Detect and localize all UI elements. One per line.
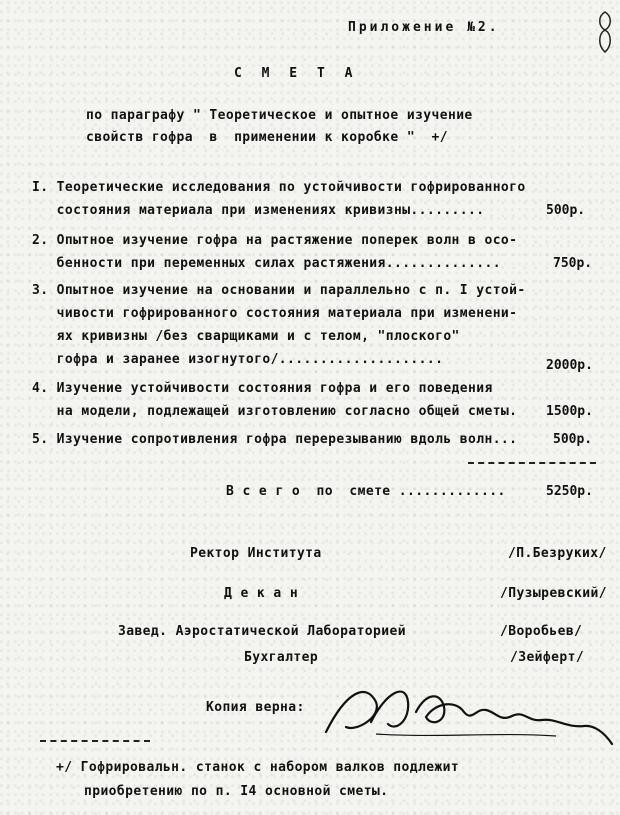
appendix-label: Приложение №2.	[348, 20, 500, 35]
item-1-amount: 500р.	[546, 203, 586, 218]
subtitle-line-2: свойств гофра в применении к коробке " +/	[86, 130, 448, 145]
signatory-4-name: /Зейферт/	[510, 650, 585, 665]
item-3-amount: 2000р.	[546, 358, 593, 373]
signatory-2-name: /Пузыревский/	[500, 586, 607, 601]
item-5-line-1: 5. Изучение сопротивления гофра перерезыванию вдоль волн...	[32, 432, 518, 447]
item-3-line-3: ях кривизны /без сварщиками и с телом, "плоского"	[32, 329, 460, 344]
signatory-3-role: Завед. Аэростатической Лабораторией	[118, 624, 406, 639]
page-title: С М Е Т А	[234, 66, 359, 81]
signatory-1-role: Ректор Института	[190, 546, 322, 561]
item-4-amount: 1500р.	[546, 404, 593, 419]
item-4-line-2: на модели, подлежащей изготовлению согласно общей сметы.	[32, 404, 518, 419]
footnote-line-1: +/ Гофрировальн. станок с набором валков подлежит	[56, 760, 460, 775]
total-amount: 5250р.	[546, 484, 593, 499]
item-4-line-1: 4. Изучение устойчивости состояния гофра и его поведения	[32, 381, 493, 396]
signatory-4-role: Бухгалтер	[244, 650, 319, 665]
signatory-1-name: /П.Безруких/	[508, 546, 607, 561]
item-3-line-4: гофра и заранее изогнутого/....................	[32, 352, 444, 367]
item-3-line-2: чивости гофрированного состояния материала при изменени-	[32, 306, 518, 321]
total-label: В с е г о по смете .............	[226, 484, 506, 499]
subtitle-line-1: по параграфу " Теоретическое и опытное изучение	[86, 108, 473, 123]
copy-certified-label: Копия верна:	[206, 700, 305, 715]
item-3-line-1: 3. Опытное изучение на основании и параллельно с п. I устой-	[32, 283, 526, 298]
item-2-amount: 750р.	[553, 256, 593, 271]
signatory-3-name: /Воробьев/	[500, 624, 583, 639]
signatory-2-role: Д е к а н	[224, 586, 299, 601]
handwritten-signature	[316, 672, 616, 762]
item-5-amount: 500р.	[553, 432, 593, 447]
item-1-line-2: состояния материала при изменениях кривизны.........	[32, 203, 485, 218]
sum-divider	[468, 462, 596, 464]
page-number-mark	[596, 8, 614, 56]
item-2-line-1: 2. Опытное изучение гофра на растяжение поперек волн в осо-	[32, 233, 518, 248]
item-1-line-1: I. Теоретические исследования по устойчивости гофрированного	[32, 180, 526, 195]
footnote-line-2: приобретению по п. I4 основной сметы.	[84, 784, 389, 799]
item-2-line-2: бенности при переменных силах растяжения..............	[32, 256, 501, 271]
footnote-divider	[40, 740, 150, 742]
